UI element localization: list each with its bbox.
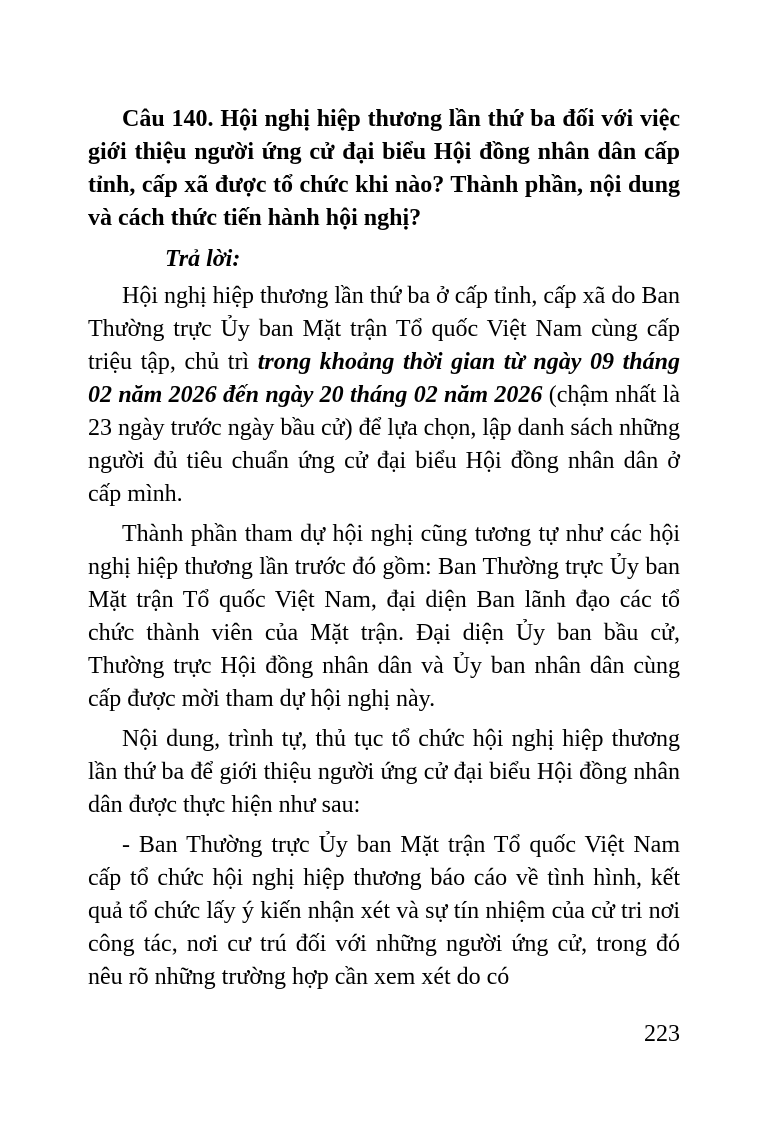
paragraph-answer-2: Thành phần tham dự hội nghị cũng tương tự như các hội nghị hiệp thương lần trước đó gồm: Ban Thường trực Ủy ban Mặt trận Tổ quốc Việt Nam, đại diện Ban lãnh đạo các tổ chức thành viên của Mặt trận. Đại diện Ủy ban bầu cử, Thường trực Hội đồng nhân dân và Ủy ban nhân dân cùng cấp được mời tham dự hội nghị này. — [88, 521, 680, 712]
answer-label: Trả lời: — [165, 246, 241, 272]
paragraph-answer-4: - Ban Thường trực Ủy ban Mặt trận Tổ quốc Việt Nam cấp tổ chức hội nghị hiệp thương báo cáo về tình hình, kết quả tổ chức lấy ý kiến nhận xét và sự tín nhiệm của cử tri nơi công tác, nơi cư trú đối với những người ứng cử, trong đó nêu rõ những trường hợp cần xem xét do có — [88, 832, 680, 990]
paragraph-answer-1-text-after: (chậm nhất là 23 ngày trước ngày bầu cử) để lựa chọn, lập danh sách những người đủ tiêu chuẩn ứng cử đại biểu Hội đồng nhân dân ở cấp mình. — [88, 382, 680, 507]
page-number: 223 — [644, 1021, 680, 1047]
paragraph-answer-3: Nội dung, trình tự, thủ tục tổ chức hội nghị hiệp thương lần thứ ba để giới thiệu người ứng cử đại biểu Hội đồng nhân dân được thực hiện như sau: — [88, 726, 680, 818]
page-content — [88, 103, 680, 1001]
paragraph-answer-1 — [88, 280, 680, 511]
question-heading: Câu 140. Hội nghị hiệp thương lần thứ ba đối với việc giới thiệu người ứng cử đại biểu Hội đồng nhân dân cấp tỉnh, cấp xã được tổ chức khi nào? Thành phần, nội dung và cách thức tiến hành hội nghị? — [88, 106, 680, 231]
paragraph-answer-1-text-before: Hội nghị hiệp thương lần thứ ba ở cấp tỉnh, cấp xã do Ban Thường trực Ủy ban Mặt trận Tổ quốc Việt Nam cùng cấp triệu tập, chủ trì — [88, 283, 680, 375]
paragraph-answer-1-date-range-emphasis: trong khoảng thời gian từ ngày 09 tháng 02 năm 2026 đến ngày 20 tháng 02 năm 2026 — [88, 349, 681, 408]
